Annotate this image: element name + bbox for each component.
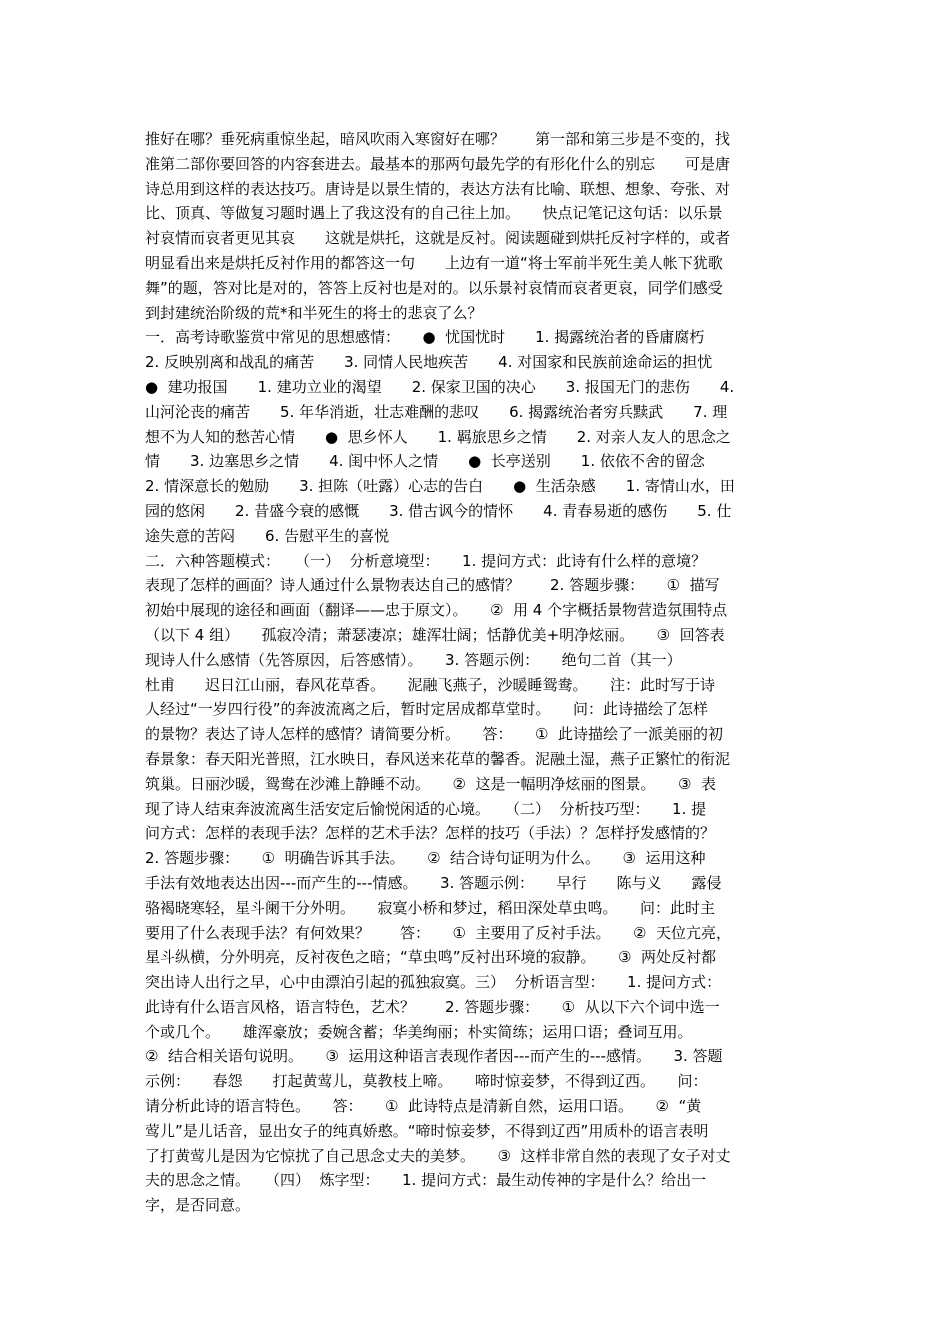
text-line: 情 3. 边塞思乡之情 4. 闺中怀人之情 ● 长亭送别 1. 依依不舍的留念 xyxy=(145,452,705,471)
text-line: ② 结合相关语句说明。 ③ 运用这种语言表现作者因---而产生的---感情。 3. 答题 xyxy=(145,1047,723,1066)
text-line: 园的悠闲 2. 昔盛今衰的感慨 3. 借古讽今的情怀 4. 青春易逝的感伤 5. 仕 xyxy=(145,501,732,520)
text-line: 字，是否同意。 xyxy=(145,1196,251,1215)
text-line: 准第二部你要回答的内容套进去。最基本的那两句最先学的有形化什么的别忘 可是唐 xyxy=(145,154,731,173)
text-line: 推好在哪？垂死病重惊坐起，暗风吹雨入寒窗好在哪？ 第一部和第三步是不变的，找 xyxy=(145,130,731,148)
text-line: ● 建功报国 1. 建功立业的渴望 2. 保家卫国的决心 3. 报国无门的悲伤 4. xyxy=(145,377,735,396)
text-line: 2. 反映别离和战乱的痛苦 3. 同情人民地疾苦 4. 对国家和民族前途命运的担忧 xyxy=(145,353,713,372)
text-line: 要用了什么表现手法？有何效果？ 答： ① 主要用了反衬手法。 ② 天位亢亮， xyxy=(145,923,731,942)
text-line: 明显看出来是烘托反衬作用的都答这一句 上边有一道“将士军前半死生美人帐下犹歌 xyxy=(145,253,723,272)
text-line: 骆褐晓寒轻，星斗阑干分外明。 寂寞小桥和梦过，稻田深处草虫鸣。 问：此时主 xyxy=(145,898,716,917)
text-line: 筑巢。日丽沙暖，鸳鸯在沙滩上静睡不动。 ② 这是一幅明净炫丽的图景。 ③ 表 xyxy=(145,774,716,793)
text-line: 此诗有什么语言风格，语言特色，艺术？ 2. 答题步骤： ① 从以下六个词中选一 xyxy=(145,997,720,1016)
text-line: 了打黄莺儿是因为它惊扰了自己思念丈夫的美梦。 ③ 这样非常自然的表现了女子对丈 xyxy=(145,1146,731,1165)
text-line: 杜甫 迟日江山丽，春风花草香。 泥融飞燕子，沙暖睡鸳鸯。 注：此时写于诗 xyxy=(145,675,716,694)
text-line: 比、顶真、等做复习题时遇上了我这没有的自己往上加。 快点记笔记这句话：以乐景 xyxy=(145,204,723,223)
text-line: 到封建统治阶级的荒*和半死生的将士的悲哀了么？ xyxy=(145,303,483,322)
text-line: 示例： 春怨 打起黄莺儿，莫教枝上啼。 啼时惊妾梦，不得到辽西。 问： xyxy=(145,1072,708,1091)
text-line: 星斗纵横，分外明亮，反衬夜色之暗；“草虫鸣”反衬出环境的寂静。 ③ 两处反衬都 xyxy=(145,948,717,967)
text-line: 2. 情深意长的勉励 3. 担陈（吐露）心志的告白 ● 生活杂感 1. 寄情山水，田 xyxy=(145,477,735,496)
text-line: 夫的思念之情。 （四） 炼字型： 1. 提问方式：最生动传神的字是什么？给出一 xyxy=(145,1171,707,1190)
section-heading-1: 一．高考诗歌鉴赏中常见的思想感情： ● 忧国忧时 1. 揭露统治者的昏庸腐朽 xyxy=(145,328,705,347)
section-heading-2: 二．六种答题模式： （一） 分析意境型： 1. 提问方式：此诗有什么样的意境？ xyxy=(145,551,707,570)
text-line: 初始中展现的途径和画面（翻译——忠于原文）。 ② 用 4 个字概括景物营造氛围特点 xyxy=(145,601,728,620)
text-line: 表现了怎样的画面？诗人通过什么景物表达自己的感情？ 2. 答题步骤： ① 描写 xyxy=(145,576,720,595)
text-line: 衬哀情而哀者更见其哀 这就是烘托，这就是反衬。阅读题碰到烘托反衬字样的，或者 xyxy=(145,229,731,248)
text-line: 现诗人什么感情（先答原因，后答感情）。 3. 答题示例： 绝句二首（其一） xyxy=(145,650,682,669)
text-line: 人经过“一岁四行役”的奔波流离之后，暂时定居成都草堂时。 问：此诗描绘了怎样 xyxy=(145,700,709,719)
text-line: 诗总用到这样的表达技巧。唐诗是以景生情的，表达方法有比喻、联想、想象、夸张、对 xyxy=(145,179,731,198)
text-line: 山河沦丧的痛苦 5. 年华消逝，壮志难酬的悲叹 6. 揭露统治者穷兵黩武 7. 理 xyxy=(145,402,728,421)
text-line: 想不为人知的愁苦心情 ● 思乡怀人 1. 羁旅思乡之情 2. 对亲人友人的思念之 xyxy=(145,427,731,446)
text-line: 突出诗人出行之早，心中由漂泊引起的孤独寂寞。三） 分析语言型： 1. 提问方式： xyxy=(145,973,722,992)
text-line: 手法有效地表达出因---而产生的---情感。 3. 答题示例： 早行 陈与义 露侵 xyxy=(145,873,722,892)
document-body xyxy=(145,127,810,1218)
text-line: 现了诗人结束奔波流离生活安定后愉悦闲适的心境。 （二） 分析技巧型： 1. 提 xyxy=(145,799,707,818)
text-line: 春景象：春天阳光普照，江水映日，春风送来花草的馨香。泥融土湿，燕子正繁忙的衔泥 xyxy=(145,749,731,768)
text-line: 请分析此诗的语言特色。 答： ① 此诗特点是清新自然，运用口语。 ② “黄 xyxy=(145,1097,702,1116)
text-line: 2. 答题步骤： ① 明确告诉其手法。 ② 结合诗句证明为什么。 ③ 运用这种 xyxy=(145,849,706,868)
text-line: 途失意的苦闷 6. 告慰平生的喜悦 xyxy=(145,526,390,545)
text-line: （以下 4 组） 孤寂冷清；萧瑟凄凉；雄浑壮阔；恬静优美+明净炫丽。 ③ 回答表 xyxy=(145,625,725,644)
text-line: 舞”的题，答对比是对的，答答上反衬也是对的。以乐景衬哀情而哀者更哀，同学们感受 xyxy=(145,278,723,297)
text-line: 个或几个。 雄浑豪放；委婉含蓄；华美绚丽；朴实简练；运用口语；叠词互用。 xyxy=(145,1022,693,1041)
text-line: 的景物？表达了诗人怎样的感情？请简要分析。 答： ① 此诗描绘了一派美丽的初 xyxy=(145,725,723,744)
text-line: 问方式：怎样的表现手法？怎样的艺术手法？怎样的技巧（手法）？怎样抒发感情的？ xyxy=(145,824,716,843)
text-line: 莺儿”是儿话音，显出女子的纯真娇憨。“啼时惊妾梦，不得到辽西”用质朴的语言表明 xyxy=(145,1121,709,1140)
